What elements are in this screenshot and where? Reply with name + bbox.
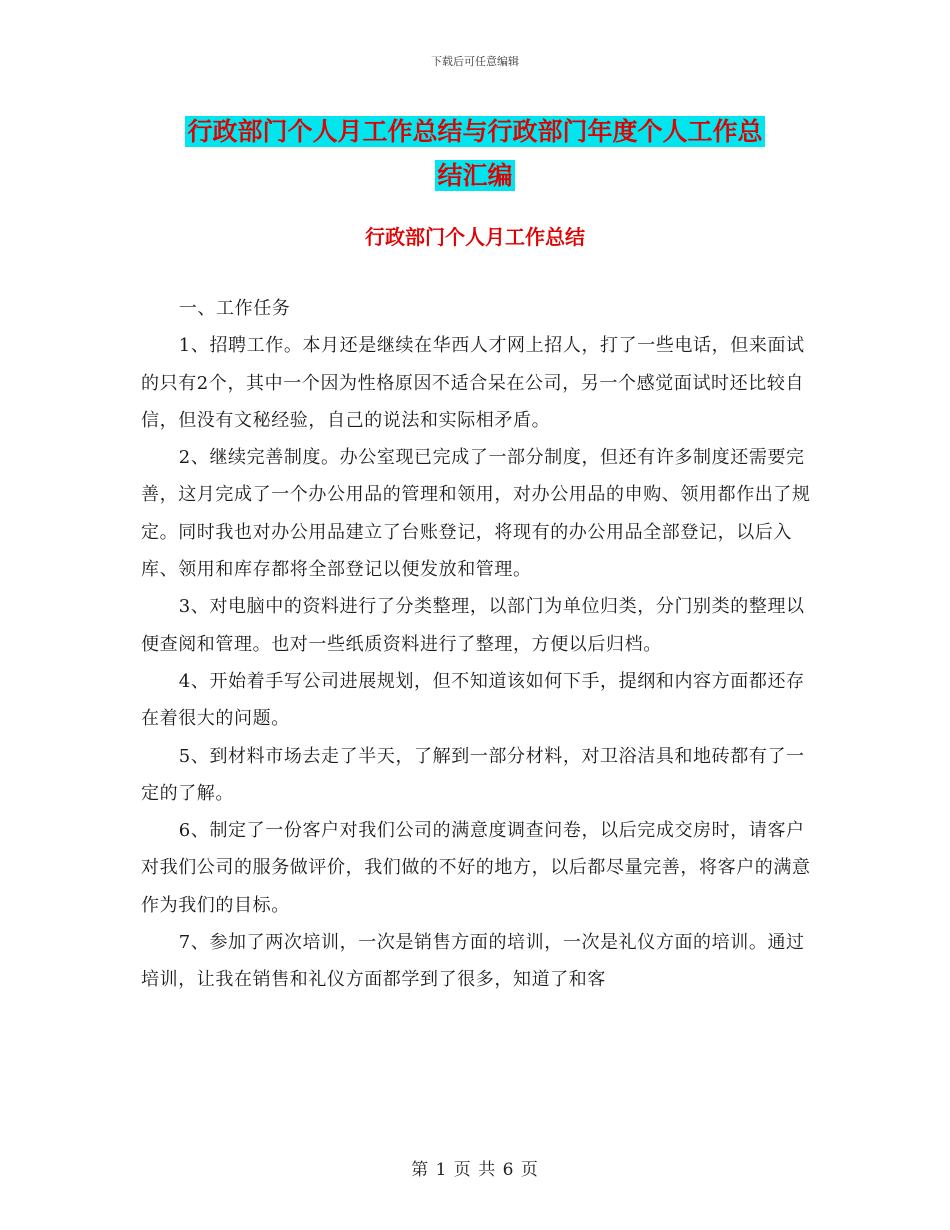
title-line-2-text: 结汇编 bbox=[437, 161, 513, 190]
document-title bbox=[0, 110, 950, 198]
section-title: 行政部门个人月工作总结 bbox=[365, 225, 585, 249]
paragraph-satisfaction-survey: 6、制定了一份客户对我们公司的满意度调查问卷，以后完成交房时，请客户对我们公司的服务做评价，我们做的不好的地方，以后都尽量完善，将客户的满意作为我们的目标。 bbox=[141, 820, 811, 916]
paragraph-recruitment: 1、招聘工作。本月还是继续在华西人才网上招人，打了一些电话，但来面试的只有2个，其中一个因为性格原因不适合呆在公司，另一个感觉面试时还比较自信，但没有文秘经验，自己的说法和实际相矛盾。 bbox=[141, 335, 805, 431]
paragraph-material-market: 5、到材料市场去走了半天，了解到一部分材料，对卫浴洁具和地砖都有了一定的了解。 bbox=[141, 745, 805, 804]
page-footer: 第 1 页 共 6 页 bbox=[411, 1160, 539, 1180]
title-line-1-text: 行政部门个人月工作总结与行政部门年度个人工作总 bbox=[187, 117, 763, 146]
paragraph-regulations: 2、继续完善制度。办公室现已完成了一部分制度，但还有许多制度还需要完善，这月完成了一个办公用品的管理和领用，对办公用品的申购、领用都作出了规定。同时我也对办公用品建立了台账登记，将现有的办公用品全部登记，以后入库、领用和库存都将全部登记以便发放和管理。 bbox=[141, 447, 811, 581]
document-title-line-2 bbox=[0, 154, 950, 198]
document-body bbox=[141, 290, 811, 999]
document-title-line-1 bbox=[0, 110, 950, 154]
paragraph-company-plan: 4、开始着手写公司进展规划，但不知道该如何下手，提纲和内容方面都还存在着很大的问题。 bbox=[141, 670, 805, 730]
paragraph-file-organization: 3、对电脑中的资料进行了分类整理，以部门为单位归类，分门别类的整理以便查阅和管理。也对一些纸质资料进行了整理，方便以后归档。 bbox=[141, 596, 805, 655]
paragraph-training: 7、参加了两次培训，一次是销售方面的培训，一次是礼仪方面的培训。通过培训，让我在销售和礼仪方面都学到了很多，知道了和客 bbox=[141, 932, 805, 991]
paragraph-heading-work-tasks: 一、工作任务 bbox=[178, 298, 291, 319]
header-note: 下载后可任意编辑 bbox=[431, 55, 519, 68]
